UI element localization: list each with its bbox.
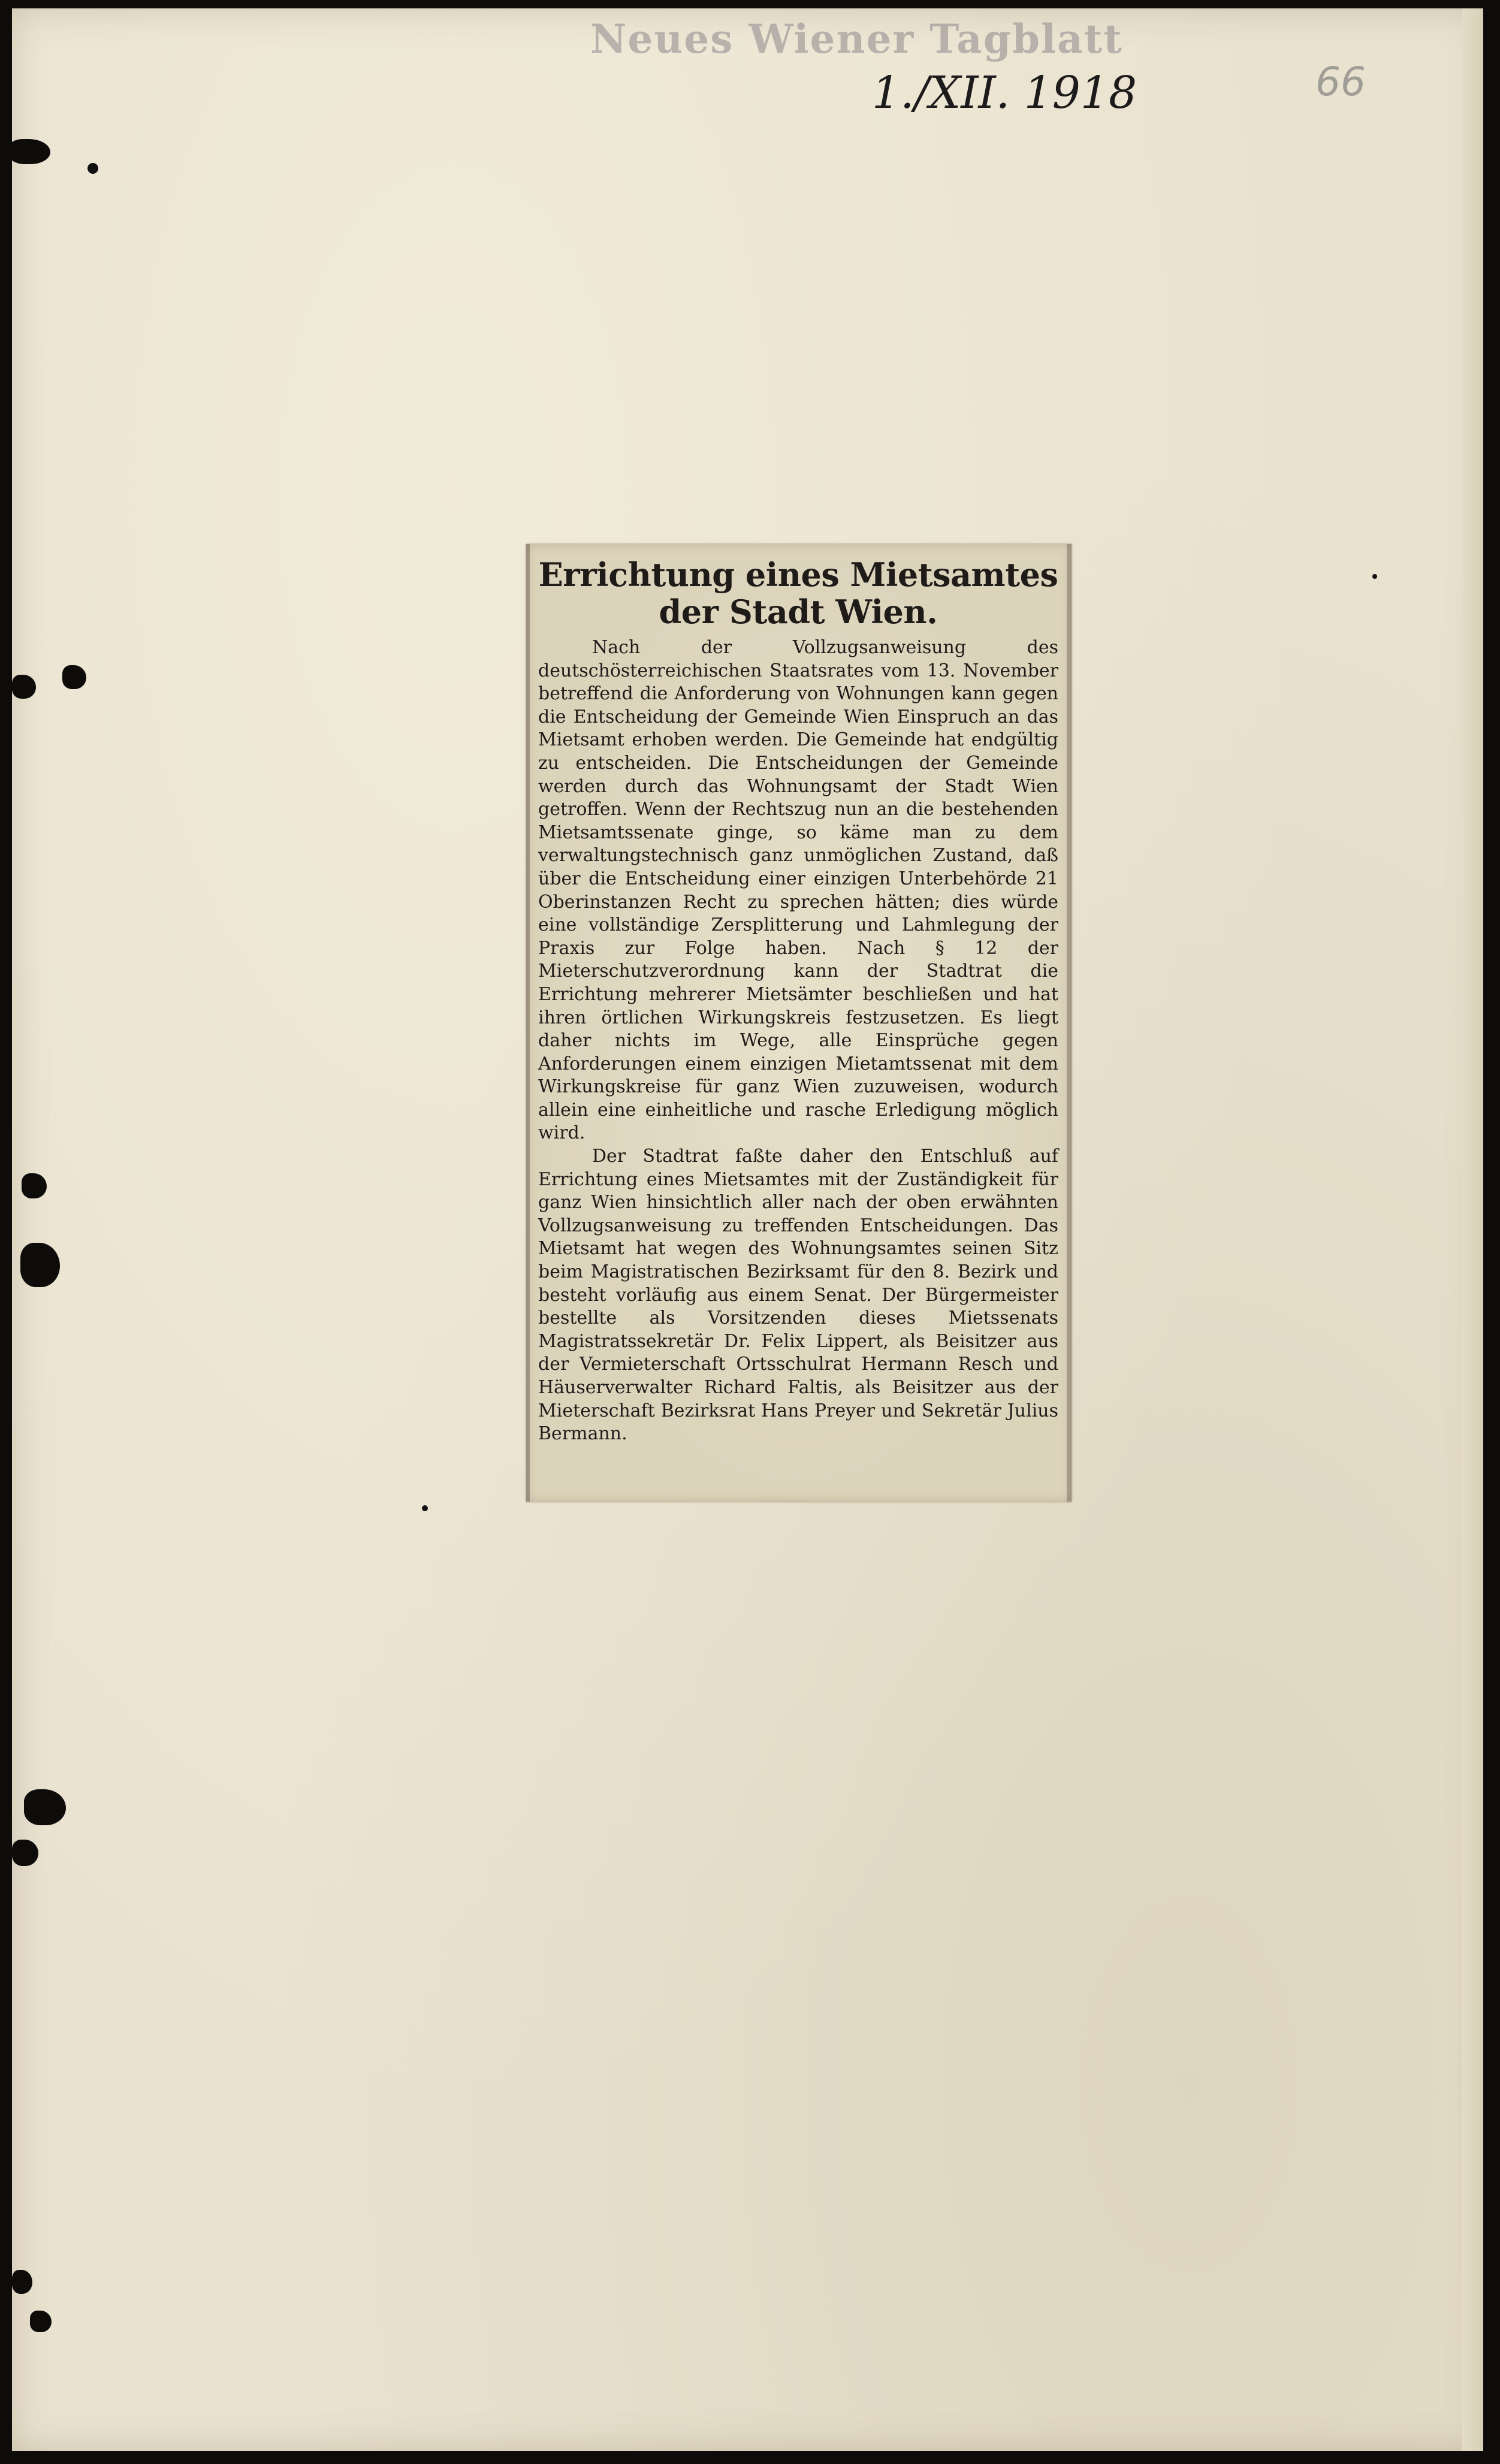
sheet-edge [1462, 8, 1483, 2451]
ink-spot [422, 1505, 428, 1511]
punch-hole-mark [12, 2270, 32, 2294]
punch-hole-mark [30, 2311, 52, 2332]
page-number: 66 [1315, 59, 1366, 105]
newspaper-clipping [526, 544, 1072, 1502]
newspaper-name-stamp: Neues Wiener Tagblatt [590, 16, 1123, 62]
punch-hole-mark [12, 675, 36, 699]
punch-hole-mark [62, 665, 86, 689]
punch-hole-mark [22, 1173, 47, 1198]
punch-hole-mark [8, 139, 50, 164]
punch-hole-mark [24, 1789, 66, 1825]
ink-spot [87, 163, 98, 174]
article-title: Errichtung eines Mietsamtes der Stadt Wien. [538, 555, 1058, 631]
punch-hole-mark [20, 1243, 60, 1287]
punch-hole-mark [12, 1840, 38, 1866]
article-paragraph: Der Stadtrat faßte daher den Entschluß auf Errichtung eines Mietsamtes mit der Zuständigkeit für ganz Wien hinsichtlich aller nach der oben erwähnten Vollzugsanweisung zu treffenden Entscheidungen. Das Mietsamt hat wegen des Wohnungsamtes seinen Sitz beim Magistratischen Bezirksamt für den 8. Bezirk und besteht vorläufig aus einem Senat. Der Bürgermeister bestellte als Vorsitzenden dieses Mietssenats Magistratssekretär Dr. Felix Lippert, als Beisitzer aus der Vermieterschaft Ortsschulrat Hermann Resch und Häuserverwalter Richard Faltis, als Beisitzer aus der Mieterschaft Bezirksrat Hans Preyer und Sekretär Julius Bermann. [538, 1146, 1058, 1445]
ink-spot [1372, 574, 1377, 579]
article-body [538, 636, 1058, 1446]
article-paragraph: Nach der Vollzugsanweisung des deutschösterreichischen Staatsrates vom 13. November betreffend die Anforderung von Wohnungen kann gegen die Entscheidung der Gemeinde Wien Einspruch an das Mietsamt erhoben werden. Die Gemeinde hat endgültig zu entscheiden. Die Entscheidungen der Gemeinde werden durch das Wohnungsamt der Stadt Wien getroffen. Wenn der Rechtszug nun an die bestehenden Mietsamtssenate ginge, so käme man zu dem verwaltungstechnisch ganz unmöglichen Zustand, daß über die Entscheidung einer einzigen Unterbehörde 21 Oberinstanzen Recht zu sprechen hätten; dies würde eine vollständige Zersplitterung und Lahmlegung der Praxis zur Folge haben. Nach § 12 der Mieterschutzverordnung kann der Stadtrat die Errichtung mehrerer Mietsämter beschließen und hat ihren örtlichen Wirkungskreis festzusetzen. Es liegt daher nichts im Wege, alle Einsprüche gegen Anforderungen einem einzigen Mietamtssenat mit dem Wirkungskreise für ganz Wien zuzuweisen, wodurch allein eine einheitliche und rasche Erledigung möglich wird. [538, 637, 1058, 1144]
handwritten-date: 1./XII. 1918 [872, 67, 1137, 119]
